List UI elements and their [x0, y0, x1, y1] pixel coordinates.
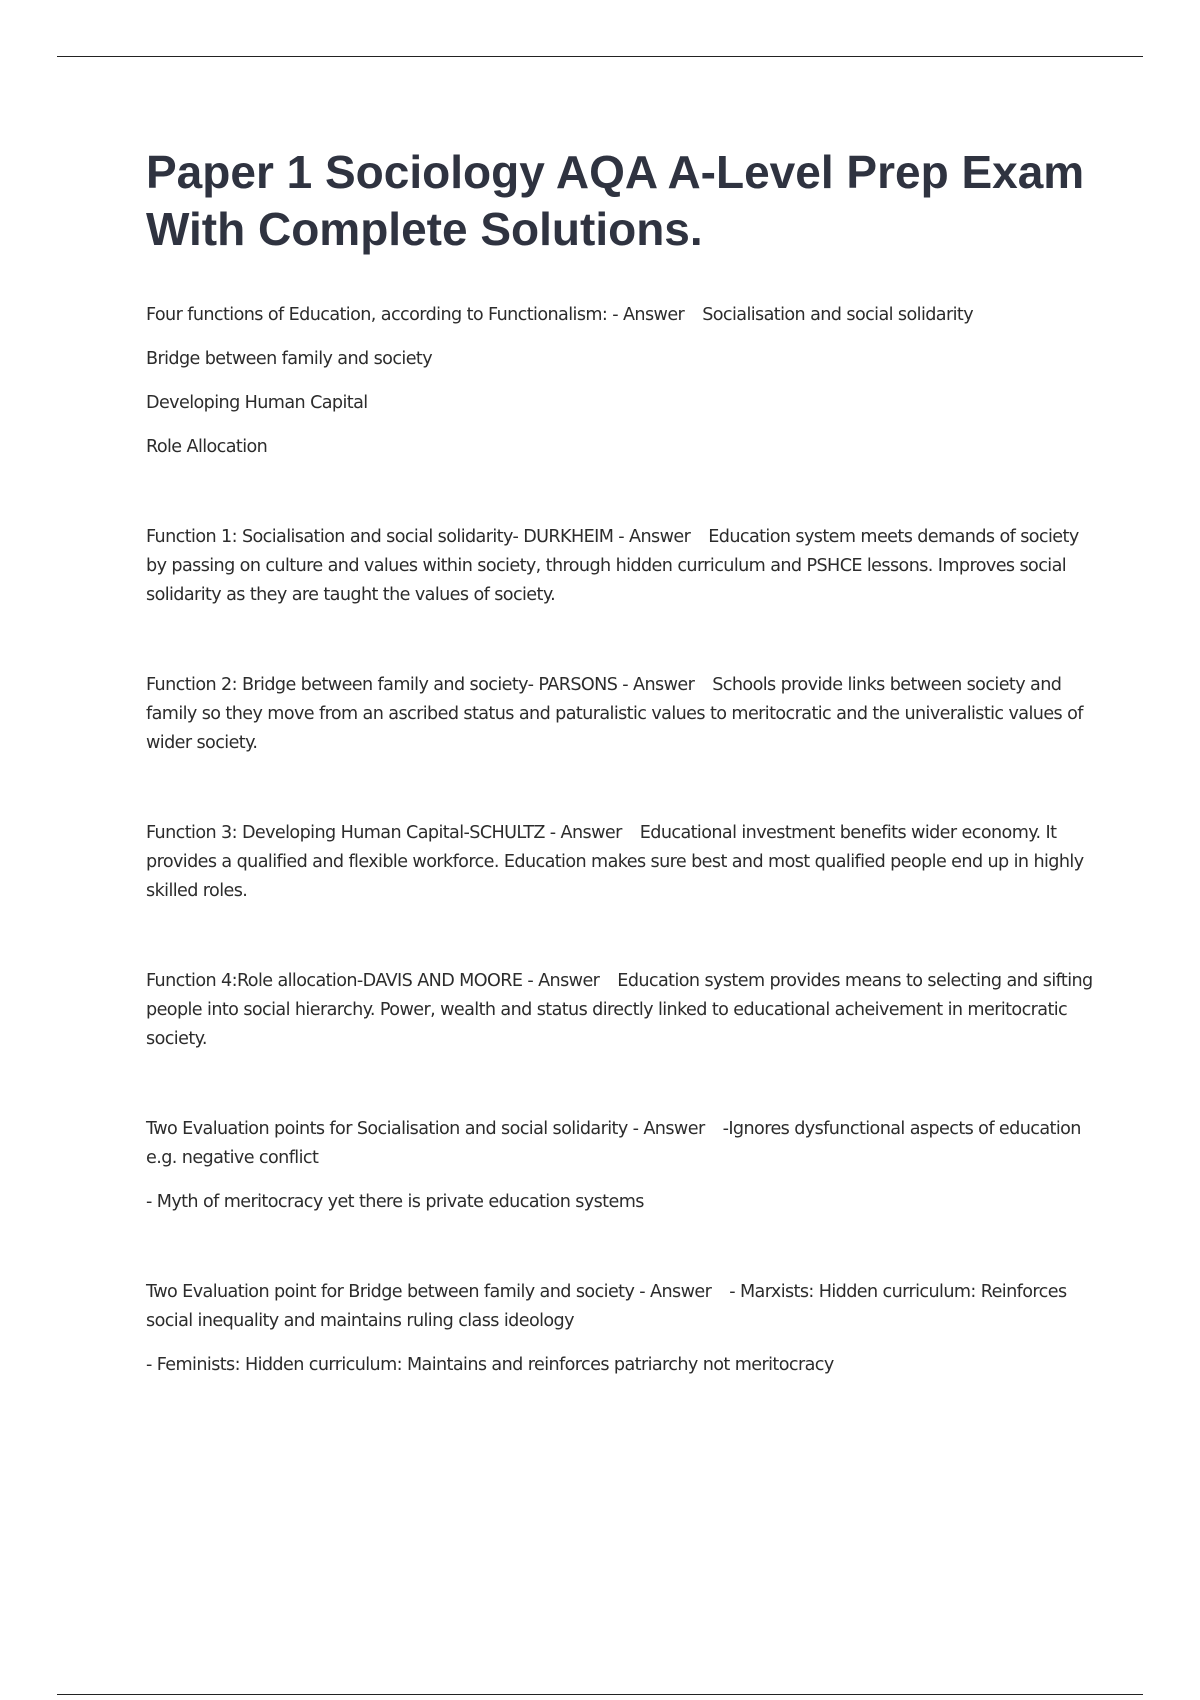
answer-text: Education system meets demands of society by passing on culture and values within society, through hidden curriculum and PSHCE lessons. Improves social solidarity as they are taught the values of society. [146, 527, 1079, 605]
document-title: Paper 1 Sociology AQA A-Level Prep Exam With Complete Solutions. [146, 146, 1085, 255]
header-rule [57, 56, 1143, 57]
question-text: Function 2: Bridge between family and society- PARSONS - Answer [146, 675, 695, 695]
answer-continuation: Developing Human Capital [146, 393, 368, 413]
question-text: Four functions of Education, according to Functionalism: - Answer [146, 305, 685, 325]
answer-continuation: - Feminists: Hidden curriculum: Maintains and reinforces patriarchy not meritocracy [146, 1355, 834, 1375]
qa-line [146, 1115, 1096, 1173]
document-body [146, 301, 1096, 1395]
qa-block [146, 1278, 1096, 1380]
answer-text: Socialisation and social solidarity [702, 305, 974, 325]
qa-line [146, 523, 1096, 610]
answer-text: -Ignores dysfunctional aspects of education e.g. negative conflict [146, 1119, 1081, 1168]
question-text: Function 1: Socialisation and social solidarity- DURKHEIM - Answer [146, 527, 691, 547]
question-text: Two Evaluation point for Bridge between family and society - Answer [146, 1282, 712, 1302]
question-text: Function 4:Role allocation-DAVIS AND MOORE - Answer [146, 971, 600, 991]
footer-rule [57, 1694, 1143, 1695]
answer-continuation: Role Allocation [146, 437, 268, 457]
qa-block [146, 967, 1096, 1054]
answer-text: Education system provides means to selecting and sifting people into social hierarchy. Power, wealth and status directly linked to educational acheivement in meritocratic society. [146, 971, 1093, 1049]
qa-block [146, 671, 1096, 758]
qa-block [146, 1115, 1096, 1217]
answer-continuation: Bridge between family and society [146, 349, 433, 369]
answer-text: Educational investment benefits wider economy. It provides a qualified and flexible workforce. Education makes sure best and most qualified people end up in highly skilled roles. [146, 823, 1084, 901]
answer-continuation: - Myth of meritocracy yet there is private education systems [146, 1192, 644, 1212]
qa-line [146, 819, 1096, 906]
qa-block [146, 301, 1096, 462]
qa-block [146, 819, 1096, 906]
qa-line [146, 671, 1096, 758]
answer-text: Schools provide links between society and family so they move from an ascribed status and paturalistic values to meritocratic and the univeralistic values of wider society. [146, 675, 1083, 753]
qa-line [146, 1278, 1096, 1336]
qa-line [146, 301, 1096, 330]
qa-block [146, 523, 1096, 610]
qa-line [146, 967, 1096, 1054]
answer-text: - Marxists: Hidden curriculum: Reinforces social inequality and maintains ruling class ideology [146, 1282, 1067, 1331]
question-text: Two Evaluation points for Socialisation and social solidarity - Answer [146, 1119, 705, 1139]
question-text: Function 3: Developing Human Capital-SCHULTZ - Answer [146, 823, 622, 843]
